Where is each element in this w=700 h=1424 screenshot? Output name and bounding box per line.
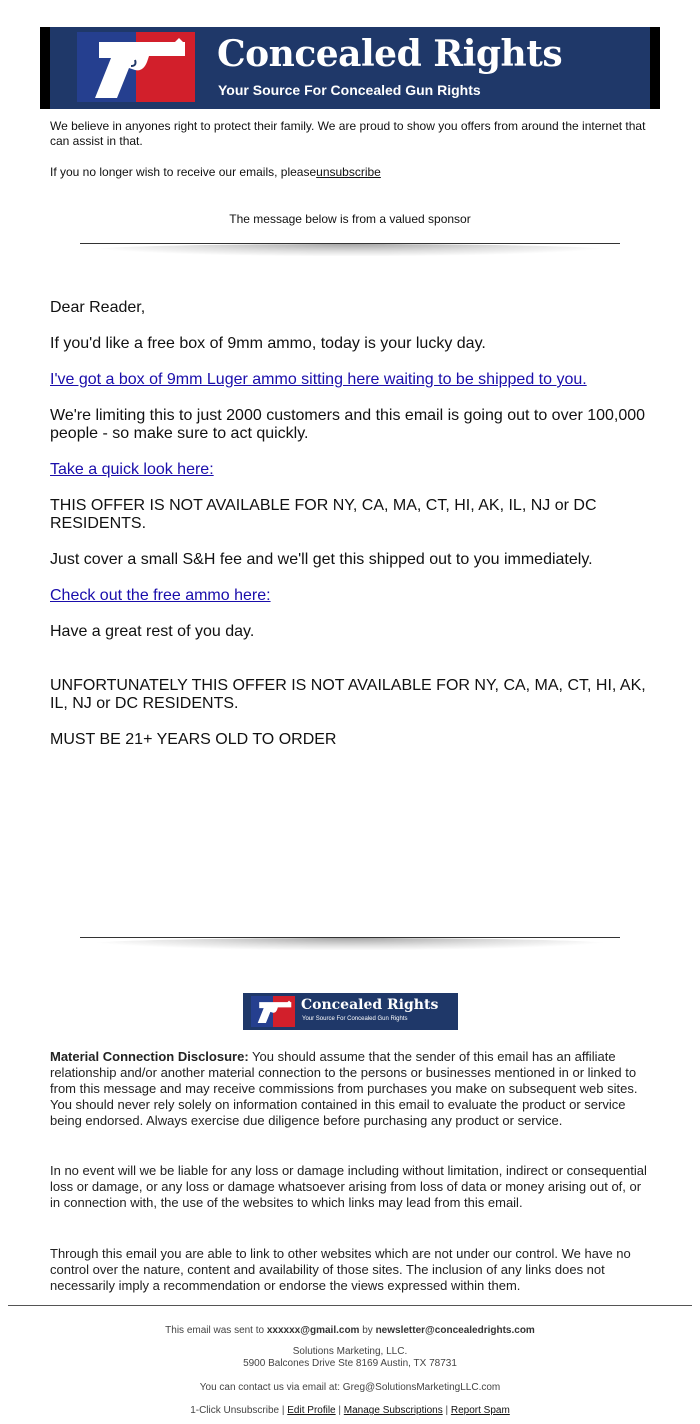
edit-profile-link[interactable]: Edit Profile bbox=[287, 1405, 336, 1416]
pistol-icon bbox=[77, 32, 195, 102]
closing-paragraph: Have a great rest of you day. bbox=[50, 623, 255, 640]
offer-link-1 bbox=[50, 371, 650, 389]
manage-subscriptions-link[interactable]: Manage Subscriptions bbox=[343, 1405, 443, 1416]
free-ammo-link[interactable]: Check out the free ammo here: bbox=[50, 587, 271, 604]
company-address: 5900 Balcones Drive Ste 8169 Austin, TX 78731 bbox=[243, 1358, 457, 1369]
unsubscribe-prefix: If you no longer wish to receive our emails, please bbox=[50, 165, 317, 179]
divider-top-shadow bbox=[90, 244, 610, 256]
footer-logo-mark bbox=[251, 996, 295, 1027]
footer-logo-title: Concealed Rights bbox=[301, 997, 439, 1013]
sent-to-line bbox=[0, 1325, 700, 1337]
sender-email: newsletter@concealedrights.com bbox=[375, 1325, 535, 1336]
disclosure-paragraph-3: Through this email you are able to link to other websites which are not under our control. We have no control over the nature, content and availability of those sites. The inclusion of any links does not necessarily imply a recommendation or endorse the views expressed within them. bbox=[50, 1246, 631, 1293]
offer-link-2 bbox=[50, 461, 650, 479]
sep-2: | bbox=[335, 1405, 344, 1416]
disclosure-paragraph-2: In no event will we be liable for any loss or damage including without limitation, indirect or consequential loss or damage, or any loss or damage whatsoever arising from loss of data or money arising out of, or in connection with, the use of the websites to which links may lead from this email. bbox=[50, 1163, 647, 1210]
offer-paragraph: If you'd like a free box of 9mm ammo, today is your lucky day. bbox=[50, 335, 486, 352]
brand-logo bbox=[77, 32, 195, 102]
footer-links bbox=[0, 1405, 700, 1417]
footer-logo-tagline: Your Source For Concealed Gun Rights bbox=[302, 1016, 408, 1022]
brand-tagline: Your Source For Concealed Gun Rights bbox=[218, 82, 481, 98]
disclosure-paragraph-1 bbox=[50, 1049, 650, 1129]
sep-1: | bbox=[279, 1405, 288, 1416]
restriction-paragraph-2: UNFORTUNATELY THIS OFFER IS NOT AVAILABLE FOR NY, CA, MA, CT, HI, AK, IL, NJ or DC RESIDENTS. bbox=[50, 677, 646, 712]
recipient-email: xxxxxx@gmail.com bbox=[266, 1325, 360, 1336]
sent-by: by bbox=[359, 1325, 376, 1336]
limit-paragraph: We're limiting this to just 2000 customers and this email is going out to over 100,000 people - so make sure to act quickly. bbox=[50, 407, 646, 442]
contact-line: You can contact us via email at: Greg@SolutionsMarketingLLC.com bbox=[199, 1382, 501, 1393]
divider-bottom-shadow bbox=[90, 938, 610, 950]
sent-prefix: This email was sent to bbox=[165, 1325, 267, 1336]
shipping-paragraph: Just cover a small S&H fee and we'll get this shipped out to you immediately. bbox=[50, 551, 593, 568]
sep-3: | bbox=[442, 1405, 451, 1416]
unsubscribe-link[interactable]: unsubscribe bbox=[316, 165, 381, 179]
one-click-unsubscribe[interactable]: 1-Click Unsubscribe bbox=[190, 1405, 280, 1416]
intro-unsubscribe bbox=[50, 165, 650, 180]
brand-title: Concealed Rights bbox=[217, 33, 563, 75]
footer-pistol-icon bbox=[251, 996, 295, 1027]
intro-belief: We believe in anyones right to protect their family. We are proud to show you offers from around the internet that can assist in that. bbox=[50, 119, 646, 148]
disclosure-heading: Material Connection Disclosure: bbox=[50, 1049, 249, 1064]
footer-logo bbox=[243, 993, 458, 1030]
footer-divider bbox=[8, 1305, 692, 1306]
company-name: Solutions Marketing, LLC. bbox=[292, 1346, 408, 1357]
quick-look-link[interactable]: Take a quick look here: bbox=[50, 461, 214, 478]
offer-link-3 bbox=[50, 587, 650, 605]
age-requirement: MUST BE 21+ YEARS OLD TO ORDER bbox=[50, 731, 337, 748]
header-banner bbox=[40, 27, 660, 109]
disclosure-text-1: You should assume that the sender of this email has an affiliate relationship and/or another material connection to the persons or businesses mentioned in or linked to from this message and may receive commissions from purchases you make on subsequent web sites. You should never rely solely on information contained in this email to evaluate the product or service being endorsed. Always exercise due diligence before purchasing any product or service. bbox=[50, 1049, 638, 1128]
report-spam-link[interactable]: Report Spam bbox=[450, 1405, 510, 1416]
ammo-link[interactable]: I've got a box of 9mm Luger ammo sitting here waiting to be shipped to you. bbox=[50, 371, 587, 388]
restriction-paragraph: THIS OFFER IS NOT AVAILABLE FOR NY, CA, MA, CT, HI, AK, IL, NJ or DC RESIDENTS. bbox=[50, 497, 597, 532]
greeting: Dear Reader, bbox=[50, 299, 146, 316]
sponsor-note: The message below is from a valued sponsor bbox=[229, 212, 471, 226]
header-banner-inner bbox=[50, 27, 650, 109]
